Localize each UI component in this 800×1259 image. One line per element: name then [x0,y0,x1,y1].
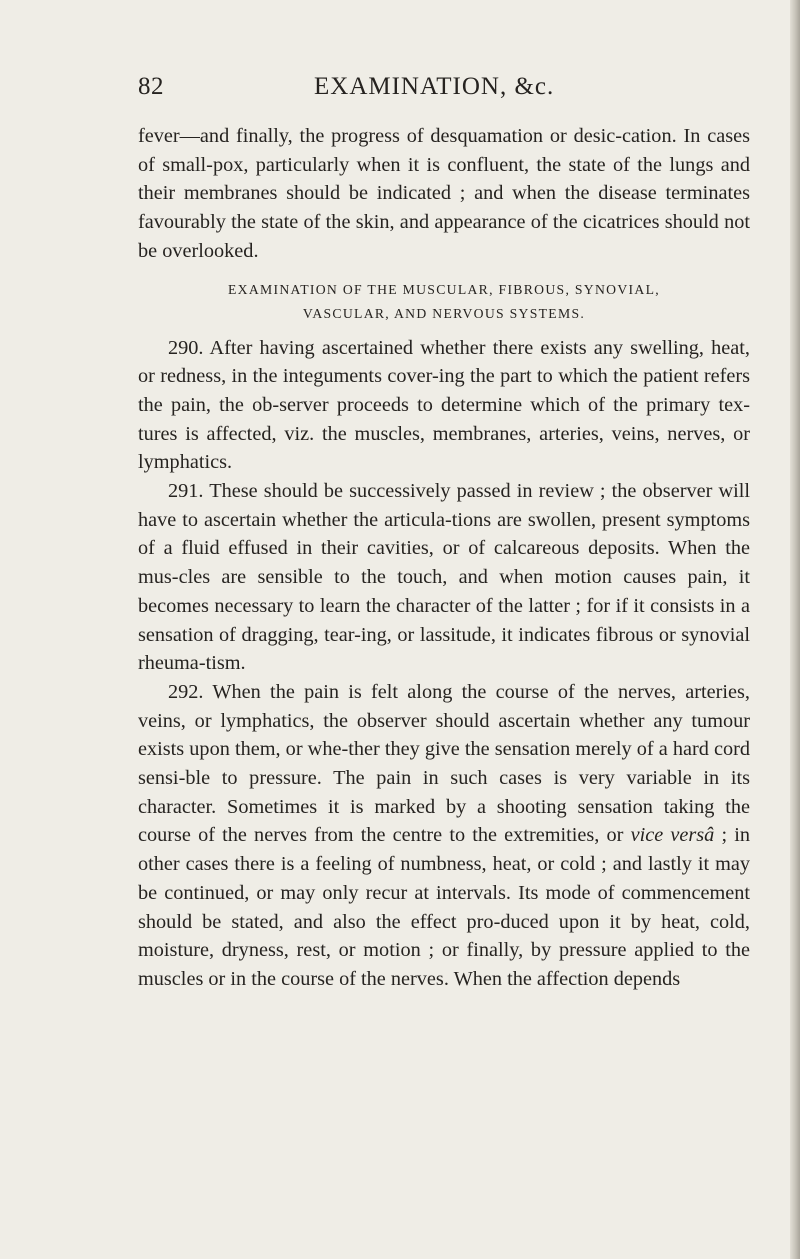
opening-paragraph: fever—and finally, the progress of desquamation or desic-cation. In cases of small-pox, particularly when it is confluent, the state of the lungs and their membranes should be indicated ; and when the disease terminates favourably the state of the skin, and appearance of the cicatrices should not be overlooked. [138,125,750,262]
paragraph-292-text-a: 292. When the pain is felt along the course of the nerves, arteries, veins, or lymphatics, the observer should ascertain whether any tumour exists upon them, or whe-ther they give the sensation merely of a hard cord sensi-ble to pressure. The pain in such cases is very variable in its character. Sometimes it is marked by a shooting sensation taking the course of the nerves from the centre to the extremities, or [138,680,750,847]
paragraph-292-italic-phrase: vice versâ [630,824,715,847]
page-body [138,122,750,994]
paragraph-290: 290. After having ascertained whether there exists any swelling, heat, or redness, in the integuments cover-ing the part to which the patient refers the pain, the ob-server proceeds to determine which of the primary tex-tures is affected, viz. the muscles, membranes, arteries, veins, nerves, or lymphatics. [138,336,750,474]
paragraph-292 [138,678,750,994]
page-number: 82 [138,73,164,100]
paragraph-291: 291. These should be successively passed in review ; the observer will have to ascertain whether the articula-tions are swollen, present symptoms of a fluid effused in their cavities, or of calcareous deposits. When the mus-cles are sensible to the touch, and when motion causes pain, it becomes necessary to learn the character of the latter ; for if it consists in a sensation of dragging, tear-ing, or lassitude, it indicates fibrous or synovial rheuma-tism. [138,480,750,675]
section-heading [138,278,750,326]
running-head [108,70,753,104]
running-title: EXAMINATION, &c. [314,73,555,100]
section-heading-line-1: EXAMINATION OF THE MUSCULAR, FIBROUS, SYNOVIAL, [228,281,660,297]
section-heading-line-2: VASCULAR, AND NERVOUS SYSTEMS. [302,305,586,321]
page-edge-shadow [790,0,800,1259]
paragraph-292-text-b: ; in other cases there is a feeling of numbness, heat, or cold ; and lastly it may be continued, or may only recur at intervals. Its mode of commencement should be stated, and also the effect pro-duced upon it by heat, cold, moisture, dryness, rest, or motion ; or finally, by pressure applied to the muscles or in the course of the nerves. When the affection depends [138,824,751,990]
